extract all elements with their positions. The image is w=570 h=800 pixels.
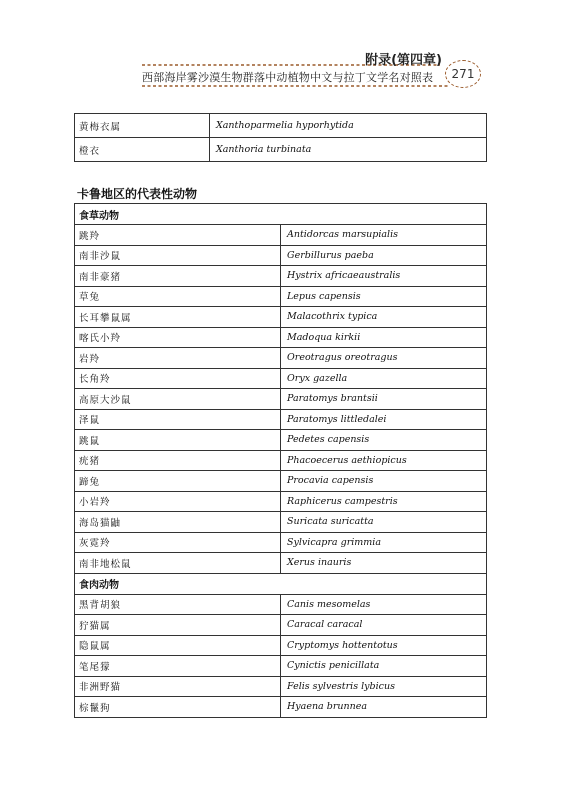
latin-name: Sylvicapra grimmia (281, 532, 487, 553)
table-row (75, 368, 487, 389)
table-row (75, 138, 487, 162)
header-dashed-rule (0, 0, 570, 100)
latin-name: Oryx gazella (281, 368, 487, 389)
table-row (75, 532, 487, 553)
chinese-name: 黄梅衣属 (75, 114, 210, 138)
chinese-name: 笔尾獴 (75, 656, 281, 677)
latin-name: Canis mesomelas (281, 594, 487, 615)
table-row (75, 327, 487, 348)
chinese-name: 非洲野猫 (75, 676, 281, 697)
animal-table (74, 203, 487, 718)
table-row (75, 430, 487, 451)
latin-name: Felis sylvestris lybicus (281, 676, 487, 697)
chinese-name: 橙衣 (75, 138, 210, 162)
table-row (75, 676, 487, 697)
chinese-name: 小岩羚 (75, 491, 281, 512)
running-title: 西部海岸雾沙漠生物群落中动植物中文与拉丁文学名对照表 (142, 71, 434, 84)
chinese-name: 隐鼠属 (75, 635, 281, 656)
latin-name: Paratomys littledalei (281, 409, 487, 430)
latin-name: Oreotragus oreotragus (281, 348, 487, 369)
chinese-name: 泽鼠 (75, 409, 281, 430)
chinese-name: 棕鬣狗 (75, 697, 281, 718)
table-row (75, 594, 487, 615)
chinese-name: 南非豪猪 (75, 266, 281, 287)
latin-name: Phacoecerus aethiopicus (281, 450, 487, 471)
table-row (75, 389, 487, 410)
latin-name: Antidorcas marsupialis (281, 225, 487, 246)
table-row (75, 656, 487, 677)
latin-name: Xerus inauris (281, 553, 487, 574)
chinese-name: 狞猫属 (75, 615, 281, 636)
latin-name: Xanthoparmelia hyporhytida (210, 114, 487, 138)
table-row (75, 245, 487, 266)
table-row (75, 615, 487, 636)
table-row (75, 450, 487, 471)
latin-name: Pedetes capensis (281, 430, 487, 451)
table-row (75, 286, 487, 307)
chinese-name: 喀氏小羚 (75, 327, 281, 348)
group-title: 食草动物 (75, 204, 487, 225)
latin-name: Caracal caracal (281, 615, 487, 636)
group-header-row (75, 573, 487, 594)
chinese-name: 草兔 (75, 286, 281, 307)
table-row (75, 635, 487, 656)
latin-name: Raphicerus campestris (281, 491, 487, 512)
chinese-name: 黑背胡狼 (75, 594, 281, 615)
latin-name: Cryptomys hottentotus (281, 635, 487, 656)
latin-name: Madoqua kirkii (281, 327, 487, 348)
group-title: 食肉动物 (75, 573, 487, 594)
table-row (75, 553, 487, 574)
latin-name: Gerbillurus paeba (281, 245, 487, 266)
table-row (75, 348, 487, 369)
chinese-name: 疣猪 (75, 450, 281, 471)
chinese-name: 跳鼠 (75, 430, 281, 451)
chinese-name: 高原大沙鼠 (75, 389, 281, 410)
latin-name: Lepus capensis (281, 286, 487, 307)
chinese-name: 长角羚 (75, 368, 281, 389)
chinese-name: 南非地松鼠 (75, 553, 281, 574)
table-row (75, 114, 487, 138)
latin-name: Procavia capensis (281, 471, 487, 492)
group-header-row (75, 204, 487, 225)
chinese-name: 南非沙鼠 (75, 245, 281, 266)
chapter-label: 附录(第四章) (365, 53, 442, 68)
page-number: 271 (445, 60, 481, 88)
table-row (75, 225, 487, 246)
latin-name: Cynictis penicillata (281, 656, 487, 677)
page-header (0, 0, 570, 100)
table-row (75, 512, 487, 533)
chinese-name: 长耳攀鼠属 (75, 307, 281, 328)
chinese-name: 蹄兔 (75, 471, 281, 492)
table-row (75, 307, 487, 328)
latin-name: Suricata suricatta (281, 512, 487, 533)
table-row (75, 491, 487, 512)
latin-name: Hyaena brunnea (281, 697, 487, 718)
chinese-name: 岩羚 (75, 348, 281, 369)
chinese-name: 灰霓羚 (75, 532, 281, 553)
table-row (75, 471, 487, 492)
table-row (75, 409, 487, 430)
section-title: 卡鲁地区的代表性动物 (77, 187, 198, 201)
lichen-table (74, 113, 487, 162)
latin-name: Paratomys brantsii (281, 389, 487, 410)
table-row (75, 266, 487, 287)
latin-name: Hystrix africaeaustralis (281, 266, 487, 287)
latin-name: Malacothrix typica (281, 307, 487, 328)
chinese-name: 跳羚 (75, 225, 281, 246)
latin-name: Xanthoria turbinata (210, 138, 487, 162)
chinese-name: 海岛猫鼬 (75, 512, 281, 533)
table-row (75, 697, 487, 718)
